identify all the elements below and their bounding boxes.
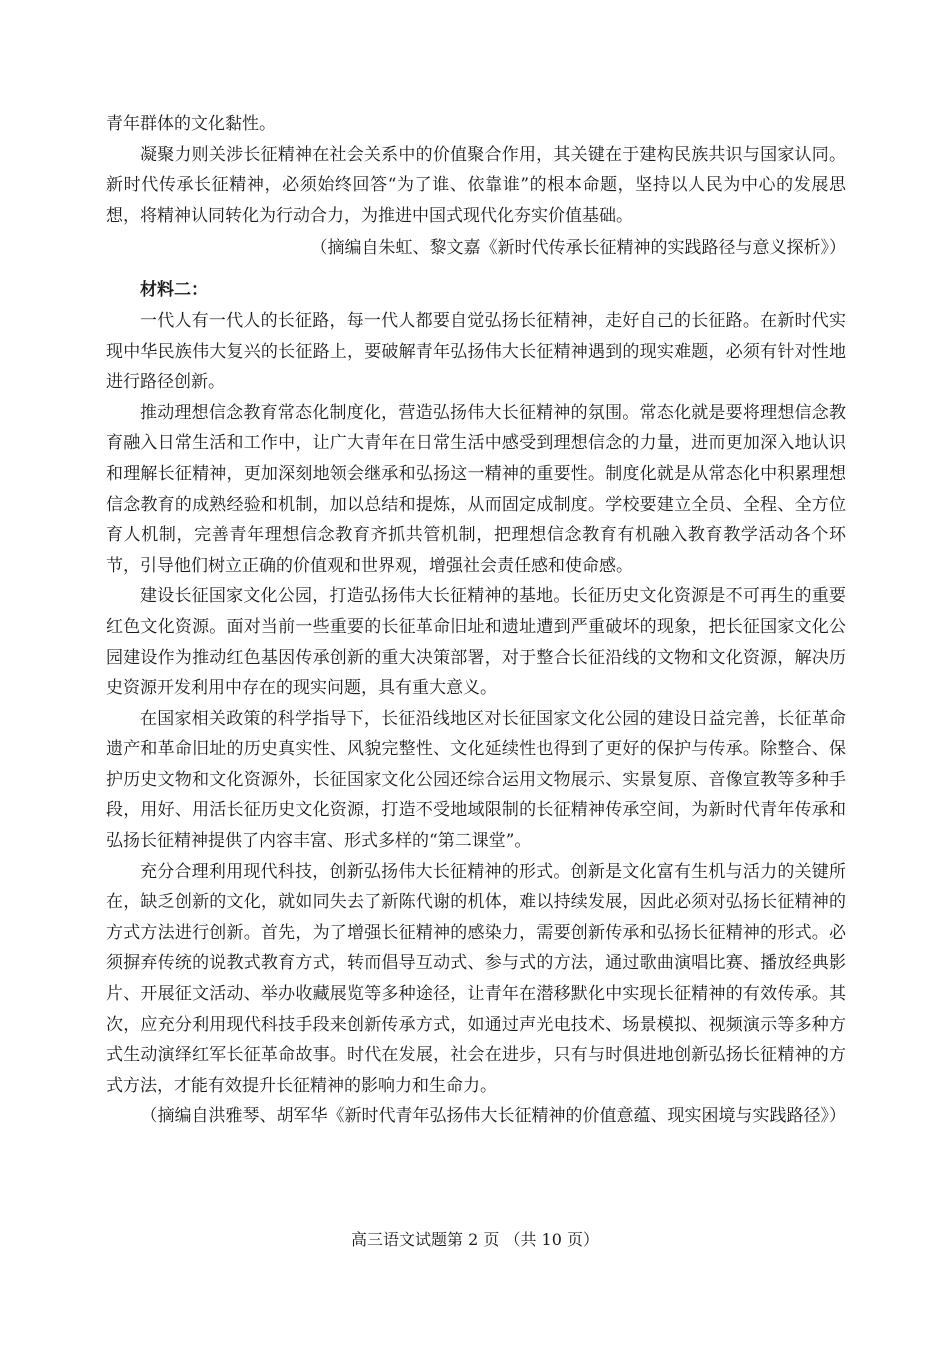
document-page — [106, 109, 846, 1131]
source-citation-2: （摘编自洪雅琴、胡军华《新时代青年弘扬伟大长征精神的价值意蕴、现实困境与实践路径》） — [140, 1106, 846, 1127]
material-2-paragraph: 在国家相关政策的科学指导下，长征沿线地区对长征国家文化公园的建设日益完善，长征革命遗产和革命旧址的历史真实性、风貌完整性、文化延续性也得到了更好的保护与传承。除整合、保护历史文物和文化资源外，长征国家文化公园还综合运用文物展示、实景复原、音像宣教等多种手段，用好、用活长征历史文化资源，打造不受地域限制的长征精神传承空间，为新时代青年传承和弘扬长征精神提供了内容丰富、形式多样的“第二课堂”。 — [106, 708, 846, 852]
material-2-paragraph: 一代人有一代人的长征路，每一代人都要自觉弘扬长征精神，走好自己的长征路。在新时代实现中华民族伟大复兴的长征路上，要破解青年弘扬伟大长征精神遇到的现实难题，必须有针对性地进行路径创新。 — [106, 310, 846, 393]
material-2-paragraph: 充分合理利用现代科技，创新弘扬伟大长征精神的形式。创新是文化富有生机与活力的关键所在，缺乏创新的文化，就如同失去了新陈代谢的机体，难以持续发展，因此必须对弘扬长征精神的方式方法进行创新。首先，为了增强长征精神的感染力，需要创新传承和弘扬长征精神的形式。必须摒弃传统的说教式教育方式，转而倡导互动式、参与式的方法，通过歌曲演唱比赛、播放经典影片、开展征文活动、举办收藏展览等多种途径，让青年在潜移默化中实现长征精神的有效传承。其次，应充分利用现代科技手段来创新传承方式，如通过声光电技术、场景模拟、视频演示等多种方式生动演绎红军长征革命故事。时代在发展，社会在进步，只有与时俱进地创新弘扬长征精神的方式方法，才能有效提升长征精神的影响力和生命力。 — [106, 861, 846, 1096]
material-2-paragraph: 推动理想信念教育常态化制度化，营造弘扬伟大长征精神的氛围。常态化就是要将理想信念教育融入日常生活和工作中，让广大青年在日常生活中感受到理想信念的力量，进而更加深入地认识和理解长征精神，更加深刻地领会继承和弘扬这一精神的重要性。制度化就是从常态化中积累理想信念教育的成熟经验和机制，加以总结和提炼，从而固定成制度。学校要建立全员、全程、全方位育人机制，完善青年理想信念教育齐抓共管机制，把理想信念教育有机融入教育教学活动各个环节，引导他们树立正确的价值观和世界观，增强社会责任感和使命感。 — [106, 402, 846, 576]
source-citation-1: （摘编自朱虹、黎文嘉《新时代传承长征精神的实践路径与意义探析》） — [310, 238, 846, 259]
page-footer: 高三语文试题第 2 页 （共 10 页） — [351, 1230, 599, 1249]
material-2-heading: 材料二： — [140, 280, 208, 301]
paragraph-continuation: 青年群体的文化黏性。 — [106, 114, 276, 134]
paragraph-cohesion: 凝聚力则关涉长征精神在社会关系中的价值聚合作用，其关键在于建构民族共识与国家认同。新时代传承长征精神，必须始终回答“为了谁、依靠谁”的根本命题，坚持以人民为中心的发展思想，将精神认同转化为行动合力，为推进中国式现代化夯实价值基础。 — [106, 144, 846, 226]
material-2-paragraph: 建设长征国家文化公园，打造弘扬伟大长征精神的基地。长征历史文化资源是不可再生的重要红色文化资源。面对当前一些重要的长征革命旧址和遗址遭到严重破坏的现象，把长征国家文化公园建设作为推动红色基因传承创新的重大决策部署，对于整合长征沿线的文物和文化资源，解决历史资源开发利用中存在的现实问题，具有重大意义。 — [106, 586, 846, 699]
